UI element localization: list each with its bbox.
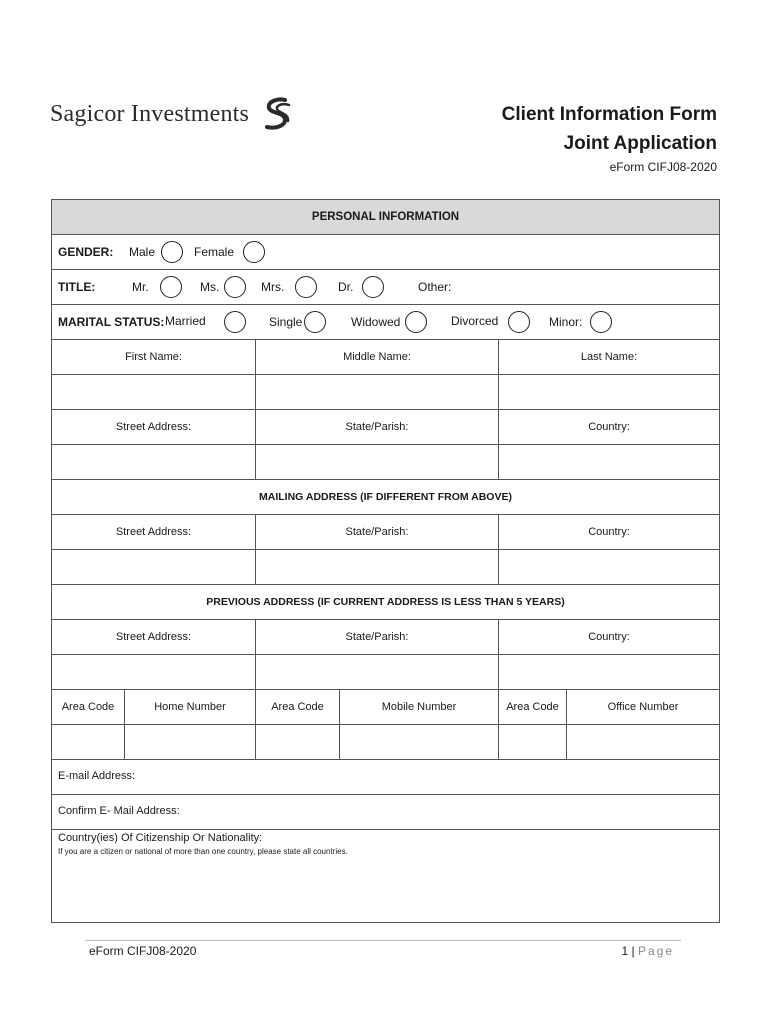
section-previous-address (52, 585, 719, 620)
marital-married-label: Married (165, 314, 206, 328)
previous-header-row (52, 620, 719, 655)
street-address-field[interactable] (52, 445, 256, 479)
gender-male-label: Male (129, 245, 156, 259)
footer-page-indicator (621, 944, 674, 958)
title-dr-radio[interactable] (362, 276, 384, 298)
page-number: 1 (621, 944, 629, 958)
section-mailing-address (52, 480, 719, 515)
title-mr-radio[interactable] (160, 276, 182, 298)
form-title: Client Information Form (501, 104, 717, 125)
form-code: eForm CIFJ08-2020 (609, 160, 717, 174)
address-header-row (52, 410, 719, 445)
mailing-state-field[interactable] (256, 550, 499, 584)
marital-status-row (52, 305, 719, 340)
country-field[interactable] (499, 445, 719, 479)
confirm-email-label: Confirm E- Mail Address: (58, 805, 180, 817)
gender-male-radio[interactable] (161, 241, 183, 263)
street-address-label: Street Address: (115, 421, 192, 433)
citizenship-field[interactable] (52, 830, 719, 922)
title-mr-label: Mr. (132, 280, 149, 294)
mobile-area-code-label: Area Code (271, 701, 324, 713)
marital-minor-label: Minor: (549, 315, 583, 329)
last-name-label: Last Name: (580, 351, 638, 363)
title-dr-label: Dr. (338, 280, 354, 294)
middle-name-label: Middle Name: (343, 351, 411, 363)
office-number-label: Office Number (607, 701, 679, 713)
marital-divorced-radio[interactable] (508, 311, 530, 333)
company-logo (50, 96, 295, 132)
mailing-state-label: State/Parish: (345, 526, 409, 538)
previous-country-label: Country: (588, 631, 630, 643)
section-personal-information (52, 200, 719, 235)
address-input-row (52, 445, 719, 480)
citizenship-note: If you are a citizen or national of more than one country, please state all countries. (58, 847, 348, 856)
email-field[interactable] (52, 760, 719, 795)
mailing-header-row (52, 515, 719, 550)
section-title: PERSONAL INFORMATION (311, 211, 460, 223)
office-number-field[interactable] (567, 725, 719, 759)
marital-widowed-label: Widowed (351, 315, 401, 329)
footer-form-code: eForm CIFJ08-2020 (89, 944, 197, 958)
client-information-form (51, 199, 720, 923)
previous-address-title: PREVIOUS ADDRESS (IF CURRENT ADDRESS IS LESS THAN 5 YEARS) (206, 596, 565, 608)
page-word: Page (637, 944, 674, 958)
mailing-input-row (52, 550, 719, 585)
mailing-street-label: Street Address: (115, 526, 192, 538)
page-separator: | (628, 944, 638, 958)
phone-input-row (52, 725, 719, 760)
marital-widowed-radio[interactable] (405, 311, 427, 333)
footer-divider (85, 940, 681, 941)
mailing-country-label: Country: (588, 526, 630, 538)
previous-state-label: State/Parish: (345, 631, 409, 643)
marital-single-label: Single (269, 315, 303, 329)
previous-input-row (52, 655, 719, 690)
title-ms-radio[interactable] (224, 276, 246, 298)
confirm-email-field[interactable] (52, 795, 719, 830)
title-mrs-radio[interactable] (295, 276, 317, 298)
gender-label: GENDER: (58, 245, 114, 259)
marital-single-radio[interactable] (304, 311, 326, 333)
state-parish-field[interactable] (256, 445, 499, 479)
title-label: TITLE: (58, 280, 96, 294)
mobile-number-field[interactable] (340, 725, 499, 759)
name-input-row (52, 375, 719, 410)
sagicor-s-icon (259, 96, 295, 132)
marital-minor-radio[interactable] (590, 311, 612, 333)
previous-state-field[interactable] (256, 655, 499, 689)
last-name-field[interactable] (499, 375, 719, 409)
country-label: Country: (588, 421, 630, 433)
mailing-street-field[interactable] (52, 550, 256, 584)
title-mrs-label: Mrs. (261, 280, 285, 294)
gender-row (52, 235, 719, 270)
marital-status-label: MARITAL STATUS: (58, 315, 165, 329)
home-number-field[interactable] (125, 725, 256, 759)
previous-street-field[interactable] (52, 655, 256, 689)
mailing-address-title: MAILING ADDRESS (IF DIFFERENT FROM ABOVE) (259, 491, 512, 503)
form-subtitle: Joint Application (563, 133, 717, 154)
previous-country-field[interactable] (499, 655, 719, 689)
first-name-field[interactable] (52, 375, 256, 409)
home-area-code-field[interactable] (52, 725, 125, 759)
gender-female-radio[interactable] (243, 241, 265, 263)
title-row (52, 270, 719, 305)
logo-text: Sagicor Investments (50, 100, 250, 127)
middle-name-field[interactable] (256, 375, 499, 409)
office-area-code-label: Area Code (506, 701, 559, 713)
office-area-code-field[interactable] (499, 725, 567, 759)
marital-divorced-label: Divorced (451, 314, 499, 328)
title-ms-label: Ms. (200, 280, 220, 294)
home-area-code-label: Area Code (61, 701, 115, 713)
name-header-row (52, 340, 719, 375)
state-parish-label: State/Parish: (345, 421, 409, 433)
mobile-area-code-field[interactable] (256, 725, 340, 759)
first-name-label: First Name: (125, 351, 182, 363)
email-label: E-mail Address: (58, 770, 136, 782)
title-other-label: Other: (418, 280, 452, 294)
mailing-country-field[interactable] (499, 550, 719, 584)
phone-header-row (52, 690, 719, 725)
form-title-block (502, 100, 717, 174)
citizenship-label: Country(ies) Of Citizenship Or Nationality: (58, 832, 263, 844)
mobile-number-label: Mobile Number (381, 701, 457, 713)
previous-street-label: Street Address: (115, 631, 192, 643)
home-number-label: Home Number (154, 701, 226, 713)
gender-female-label: Female (194, 245, 235, 259)
marital-married-radio[interactable] (224, 311, 246, 333)
